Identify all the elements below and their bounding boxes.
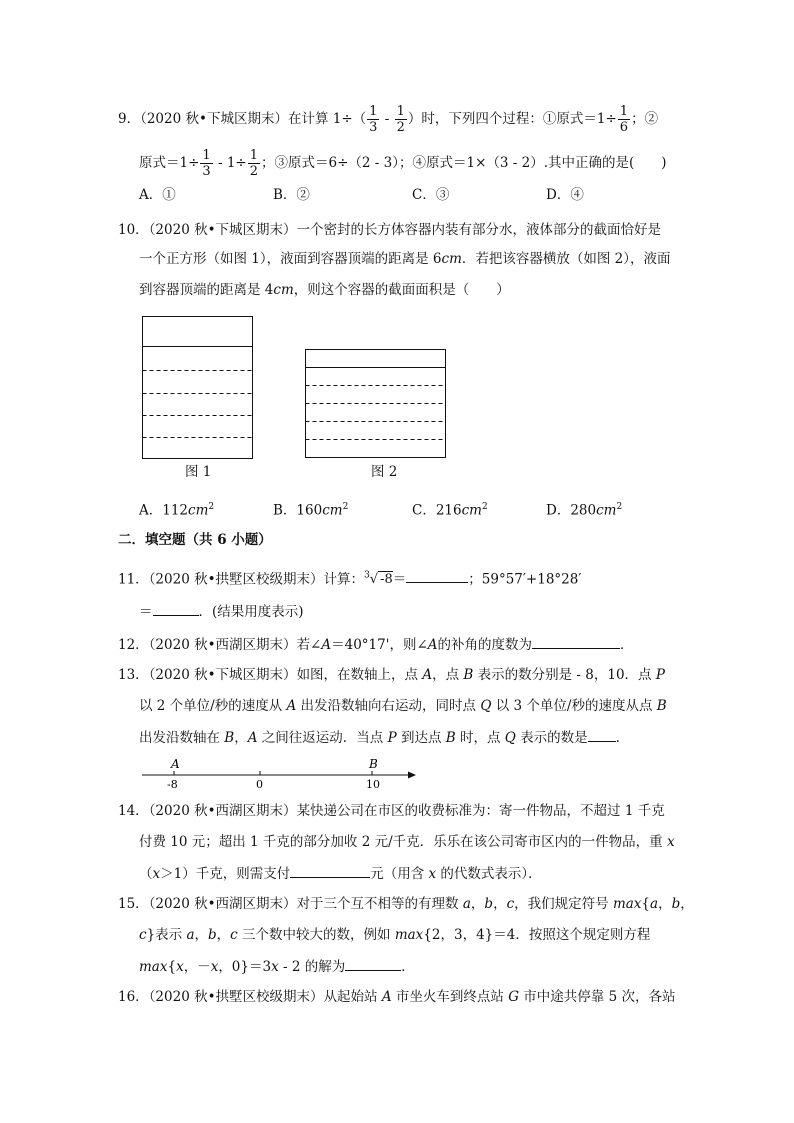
q10-line2: 一个正方形（如图 1），液面到容器顶端的距离是 6cm．若把该容器横放（如图 2），液面	[139, 251, 671, 267]
q10-option-c[interactable]: C．$216cm^2$	[412, 502, 488, 519]
q15-number: 15．	[118, 896, 149, 912]
fraction-one-third-b: $\frac{1}{3}$	[202, 148, 211, 179]
q14-source: （2020 秋•西湖区期末）	[148, 803, 297, 819]
q13-line1: 13．（2020 秋•下城区期末）如图，在数轴上，点 A，点 B 表示的数分别是 - 8，10．点 P	[118, 667, 665, 683]
q12-line1: 12．（2020 秋•西湖区期末）若∠A＝40°17'，则∠A的补角的度数为 ．	[118, 634, 634, 655]
tick-label-a: -8	[167, 778, 178, 791]
q9-number: 9．	[118, 111, 141, 127]
q12-number: 12．	[118, 637, 149, 653]
q14-number: 14．	[118, 803, 149, 819]
arrow-right-icon	[408, 772, 416, 779]
q10-line1: 10．（2020 秋•下城区期末）一个密封的长方体容器内装有部分水，液体部分的截面恰好是	[118, 222, 662, 238]
q9-option-d[interactable]: D．④	[546, 187, 584, 203]
section-heading-fill-in: 二．填空题（共 6 小题）	[118, 532, 272, 548]
fraction-one-sixth: $\frac{1}{6}$	[619, 104, 629, 135]
q15-line1: 15．（2020 秋•西湖区期末）对于三个互不相等的有理数 a，b，c，我们规定符号 max{a，b，	[118, 896, 694, 912]
number-line	[140, 756, 420, 792]
q15-line3: max{x，－x，0}＝3x - 2 的解为 ．	[139, 956, 415, 977]
q12-answer-blank[interactable]	[532, 634, 620, 649]
q10-source: （2020 秋•下城区期末）	[148, 222, 297, 238]
q16-number: 16．	[118, 989, 149, 1005]
q11-line2: ＝ ．(结果用度表示)	[139, 601, 304, 622]
figure-2-container-horizontal	[303, 347, 449, 462]
q11-answer-blank-2[interactable]	[153, 601, 199, 616]
q16-line1: 16．（2020 秋•拱墅区校级期末）从起始站 A 市坐火车到终点站 G 市中途共停靠 5 次，各站	[118, 989, 676, 1005]
q11-source: （2020 秋•拱墅区校级期末）	[148, 571, 324, 588]
q10-option-a[interactable]: A．$112cm^2$	[139, 502, 215, 519]
figure-2-caption: 图 2	[371, 464, 398, 480]
figure-1-container-upright	[140, 314, 256, 462]
q9-option-c[interactable]: C．③	[412, 187, 450, 203]
q16-source: （2020 秋•拱墅区校级期末）	[148, 989, 324, 1005]
q12-source: （2020 秋•西湖区期末）	[148, 637, 297, 653]
point-label-a: A	[171, 757, 180, 771]
q10-number: 10．	[118, 222, 149, 238]
q10-option-d[interactable]: D．$280cm^2$	[546, 502, 623, 519]
q11-number: 11．	[118, 571, 149, 588]
q11-line1: 11．（2020 秋•拱墅区校级期末）计算：$^3$√ -8＝ ；59°57′+18°28′	[118, 566, 581, 590]
q9-source: （2020 秋•下城区期末）	[140, 111, 288, 127]
q14-line1: 14．（2020 秋•西湖区期末）某快递公司在市区的收费标准为：寄一件物品，不超过 1 千克	[118, 803, 665, 819]
q13-answer-blank[interactable]	[588, 727, 616, 742]
q14-answer-blank[interactable]	[290, 863, 370, 878]
q14-line3: （x＞1）千克，则需支付 元（用含 x 的代数式表示）．	[139, 863, 542, 884]
q9-option-b[interactable]: B．②	[273, 187, 310, 203]
q13-number: 13．	[118, 667, 149, 683]
figure-1-caption: 图 1	[185, 464, 212, 480]
q13-line2: 以 2 个单位/秒的速度从 A 出发沿数轴向右运动，同时点 Q 以 3 个单位/秒的速度从点 B	[139, 698, 667, 714]
fraction-one-half-b: $\frac{1}{2}$	[249, 148, 259, 179]
cube-root-expression: $^3$√ -8	[364, 571, 393, 588]
tick-label-zero: 0	[256, 778, 263, 791]
q15-line2: c}表示 a，b，c 三个数中较大的数，例如 max{2，3，4}＝4．按照这个规定则方程	[139, 927, 651, 943]
q13-line3: 出发沿数轴在 B，A 之间往返运动．当点 P 到达点 B 时，点 Q 表示的数是 ．	[139, 727, 629, 748]
q9-option-a[interactable]: A．①	[139, 187, 176, 203]
q15-answer-blank[interactable]	[345, 956, 401, 971]
q11-answer-blank-1[interactable]	[406, 568, 468, 583]
fraction-one-half: $\frac{1}{2}$	[396, 104, 405, 135]
q13-source: （2020 秋•下城区期末）	[148, 667, 297, 683]
fraction-one-third: $\frac{1}{3}$	[369, 104, 378, 135]
q9-line2: 原式＝1÷ $\frac{1}{3}$ - 1÷ $\frac{1}{2}$ ；③原式＝6÷（2 - 3）；④原式＝1×（3 - 2）.其中正确的是( )	[139, 148, 667, 179]
q9-line1: 9．（2020 秋•下城区期末）在计算 1÷（ $\frac{1}{3}$ - $\frac{1}{2}$ ）时，下列四个过程：①原式＝1÷ $\frac{1}{6}$ ；②	[118, 104, 659, 135]
q14-line2: 付费 10 元；超出 1 千克的部分加收 2 元/千克．乐乐在该公司寄市区内的一件物品，重 x	[139, 834, 675, 850]
q10-line3: 到容器顶端的距离是 4cm，则这个容器的截面面积是（ ）	[139, 282, 510, 298]
q15-source: （2020 秋•西湖区期末）	[148, 896, 297, 912]
tick-label-b: 10	[366, 778, 380, 791]
q10-option-b[interactable]: B．$160cm^2$	[273, 502, 349, 519]
radical-sign: √	[369, 572, 379, 588]
point-label-b: B	[369, 757, 378, 771]
